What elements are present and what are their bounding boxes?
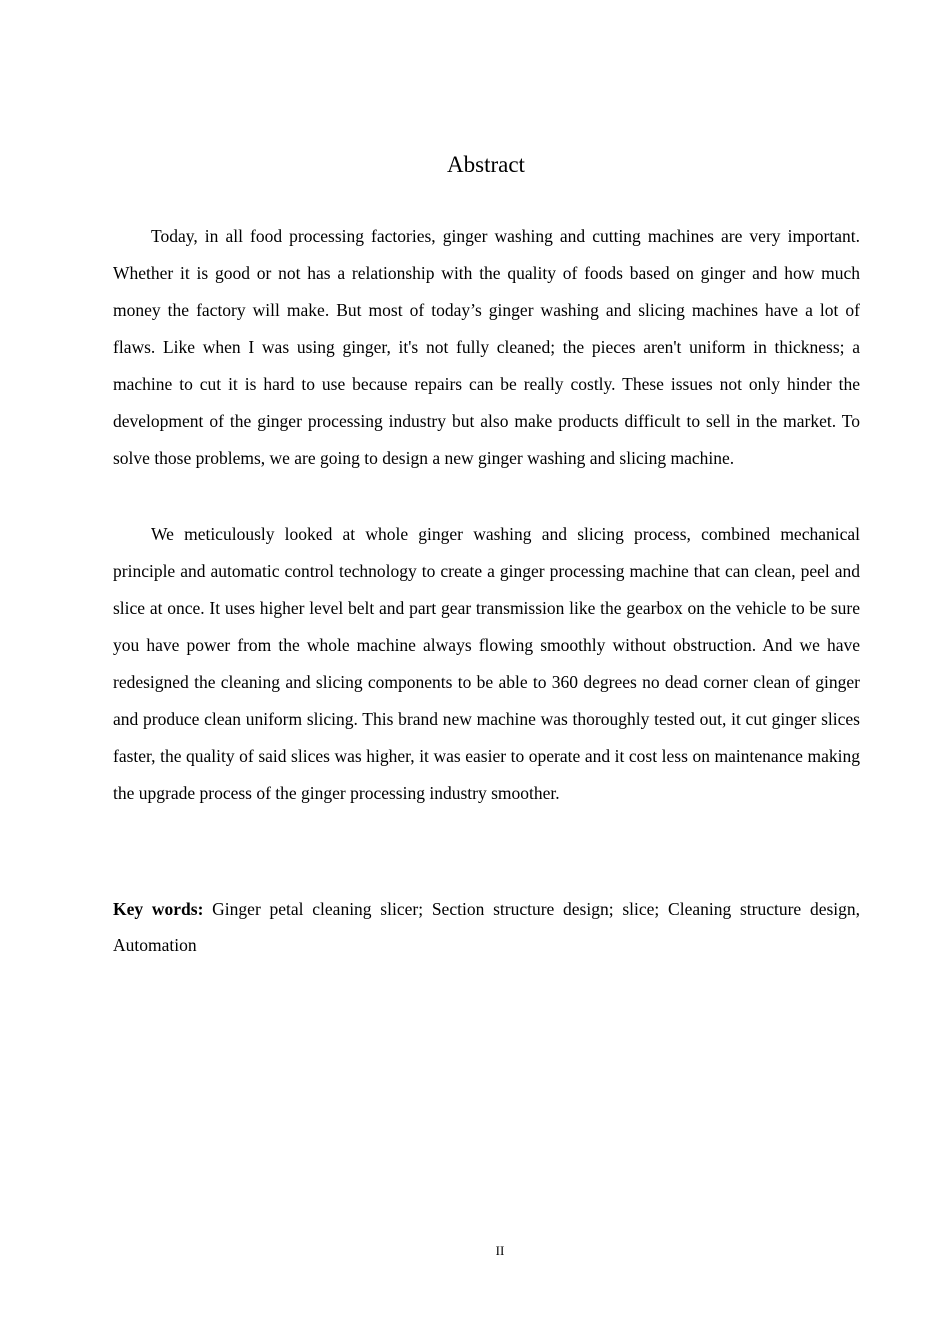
abstract-paragraph: Today, in all food processing factories, ginger washing and cutting machines are very important. Whether it is good or not has a relationship with the quality of foods based on ginger and how much money the factory will make. But most of today’s ginger washing and slicing machines have a lot of flaws. Like when I was using ginger, it's not fully cleaned; the pieces aren't uniform in thickness; a machine to cut it is hard to use because repairs can be really costly. These issues not only hinder the development of the ginger processing industry but also make products difficult to sell in the market. To solve those problems, we are going to design a new ginger washing and slicing machine. [113, 226, 860, 468]
abstract-paragraph: We meticulously looked at whole ginger washing and slicing process, combined mechanical principle and automatic control technology to create a ginger processing machine that can clean, peel and slice at once. It uses higher level belt and part gear transmission like the gearbox on the vehicle to be sure you have power from the whole machine always flowing smoothly without obstruction. And we have redesigned the cleaning and slicing components to be able to 360 degrees no dead corner clean of ginger and produce clean uniform slicing. This brand new machine was thoroughly tested out, it cut ginger slices faster, the quality of said slices was higher, it was easier to operate and it cost less on maintenance making the upgrade process of the ginger processing industry smoother. [113, 524, 860, 803]
keywords-label: Key words: [113, 899, 204, 919]
abstract-paragraph-1-block [113, 218, 860, 477]
page-number: II [495, 1243, 505, 1258]
keywords-text: Ginger petal cleaning slicer; Section structure design; slice; Cleaning structure design, Automation [113, 899, 861, 955]
abstract-paragraph-2-block [113, 516, 860, 812]
keywords-section [113, 891, 860, 963]
abstract-title: Abstract [447, 152, 525, 177]
